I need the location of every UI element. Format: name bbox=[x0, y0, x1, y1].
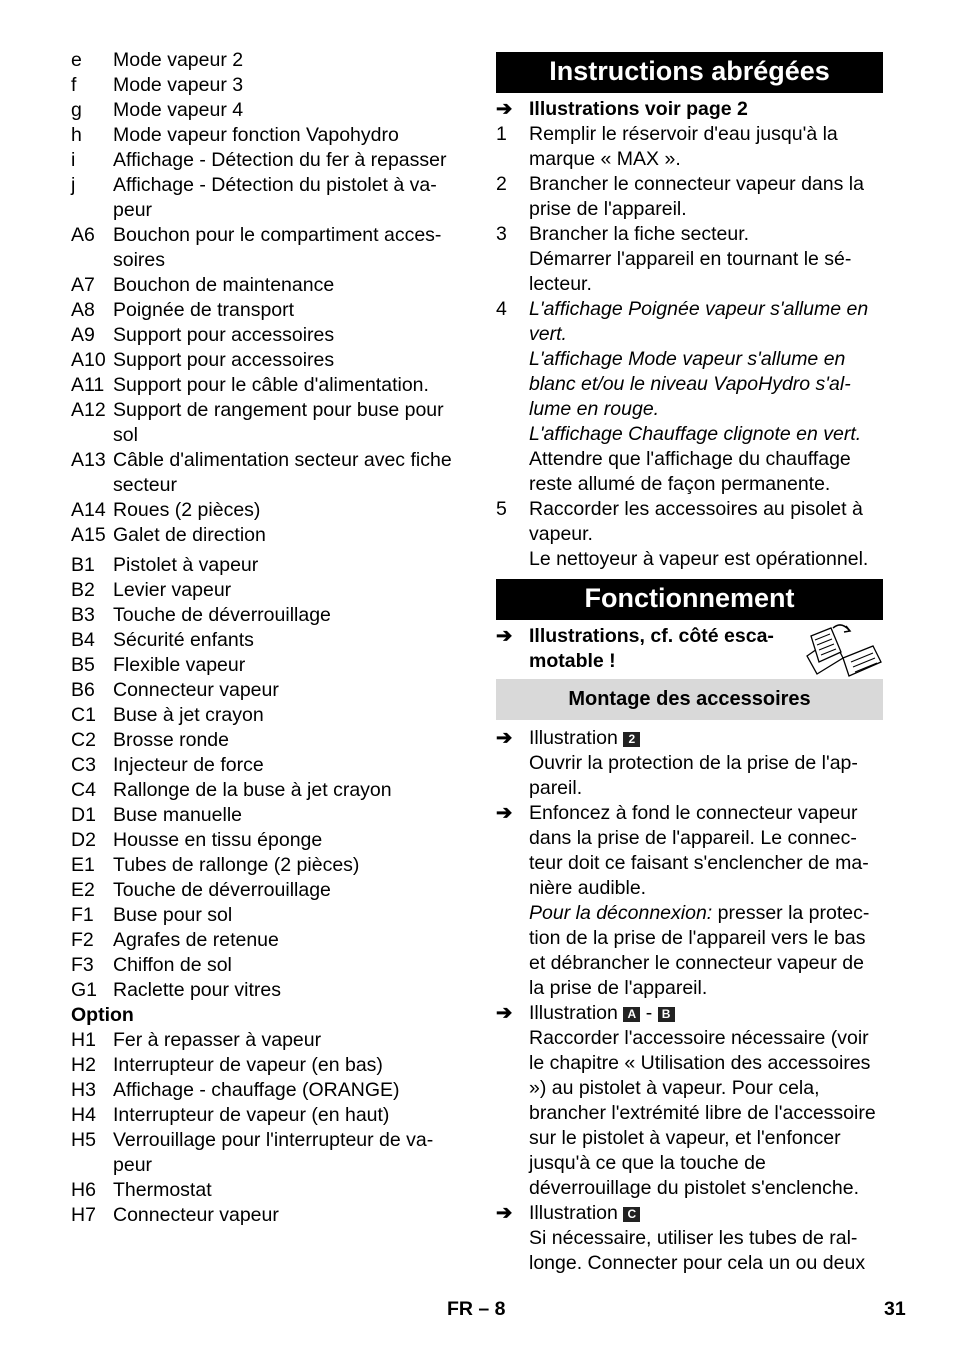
item-key: G1 bbox=[71, 979, 98, 1001]
item-key: e bbox=[71, 49, 82, 71]
instructions-column bbox=[496, 52, 883, 1276]
item-text: Housse en tissu éponge bbox=[113, 829, 323, 851]
item-text: Chiffon de sol bbox=[113, 954, 232, 976]
item-key: A12 bbox=[71, 399, 106, 421]
illustration-2-block: ➔ Illustration 2 Ouvrir la protection de la prise de l'ap-pareil. bbox=[496, 727, 858, 799]
item-key: A14 bbox=[71, 499, 106, 521]
item-key: A7 bbox=[71, 274, 95, 296]
section-title-instructions: Instructions abrégées bbox=[496, 52, 883, 93]
list-item bbox=[71, 98, 471, 123]
list-item bbox=[71, 373, 471, 398]
list-item bbox=[71, 578, 471, 603]
item-key: C1 bbox=[71, 704, 96, 726]
figure-box-2: 2 bbox=[623, 732, 640, 747]
section-title-operation: Fonctionnement bbox=[496, 579, 883, 620]
list-item bbox=[71, 73, 471, 98]
subheading-accessories: Montage des accessoires bbox=[496, 679, 883, 720]
list-item bbox=[71, 903, 471, 928]
step-1: 1 Remplir le réservoir d'eau jusqu'à la marque « MAX ». bbox=[496, 123, 838, 170]
item-text: Mode vapeur fonction Vapohydro bbox=[113, 124, 399, 146]
item-key: D1 bbox=[71, 804, 96, 826]
item-text: Affichage - Détection du fer à repasser bbox=[113, 149, 447, 171]
list-item bbox=[71, 223, 471, 273]
item-text: Mode vapeur 4 bbox=[113, 99, 244, 121]
item-key: B2 bbox=[71, 579, 95, 601]
item-text: Touche de déverrouillage bbox=[113, 879, 331, 901]
item-text: Rallonge de la buse à jet crayon bbox=[113, 779, 392, 801]
item-text: Mode vapeur 3 bbox=[113, 74, 244, 96]
item-key: A8 bbox=[71, 299, 95, 321]
item-key: H7 bbox=[71, 1204, 96, 1226]
step-5: 5 Raccorder les accessoires au pisolet à vapeur. Le nettoyeur à vapeur est opérationnel. bbox=[496, 498, 869, 570]
item-key: A15 bbox=[71, 524, 106, 546]
item-key: f bbox=[71, 74, 77, 96]
item-key: A11 bbox=[71, 374, 105, 396]
item-text: Touche de déverrouillage bbox=[113, 604, 331, 626]
foldout-reference: ➔ Illustrations, cf. côté esca-motable ! bbox=[496, 624, 883, 674]
illustration-c-block: ➔ Illustration C Si nécessaire, utiliser les tubes de ral-longe. Connecter pour cela un ou deux bbox=[496, 1202, 866, 1274]
figure-box-b: B bbox=[658, 1007, 675, 1022]
item-key: H4 bbox=[71, 1104, 96, 1126]
list-item bbox=[71, 853, 471, 878]
step-2: 2 Brancher le connecteur vapeur dans la prise de l'appareil. bbox=[496, 173, 864, 220]
item-text: Support de rangement pour buse pour sol bbox=[113, 399, 444, 446]
item-text: Support pour accessoires bbox=[113, 324, 335, 346]
item-text: Affichage - chauffage (ORANGE) bbox=[113, 1079, 400, 1101]
foldout-book-icon bbox=[803, 622, 883, 678]
item-text: Raclette pour vitres bbox=[113, 979, 281, 1001]
item-key: E1 bbox=[71, 854, 95, 876]
list-item bbox=[71, 803, 471, 828]
item-key: F2 bbox=[71, 929, 94, 951]
list-item bbox=[71, 48, 471, 73]
parts-list bbox=[71, 48, 471, 1228]
list-item bbox=[71, 553, 471, 578]
item-key: H1 bbox=[71, 1029, 96, 1051]
list-item bbox=[71, 828, 471, 853]
item-key: B3 bbox=[71, 604, 95, 626]
item-text: Support pour le câble d'alimentation. bbox=[113, 374, 429, 396]
list-item bbox=[71, 603, 471, 628]
list-item bbox=[71, 928, 471, 953]
item-key: A10 bbox=[71, 349, 106, 371]
item-text: Interrupteur de vapeur (en haut) bbox=[113, 1104, 390, 1126]
item-text: Injecteur de force bbox=[113, 754, 264, 776]
list-item bbox=[71, 1203, 471, 1228]
list-item bbox=[71, 653, 471, 678]
item-key: E2 bbox=[71, 879, 95, 901]
list-item bbox=[71, 1028, 471, 1053]
item-key: C4 bbox=[71, 779, 96, 801]
item-text: Poignée de transport bbox=[113, 299, 295, 321]
list-item bbox=[71, 978, 471, 1003]
list-item bbox=[71, 1128, 471, 1178]
item-text: Support pour accessoires bbox=[113, 349, 335, 371]
item-key: A9 bbox=[71, 324, 95, 346]
option-heading: Option bbox=[71, 1004, 134, 1026]
list-item bbox=[71, 148, 471, 173]
list-item bbox=[71, 753, 471, 778]
item-text: Fer à repasser à vapeur bbox=[113, 1029, 322, 1051]
list-item bbox=[71, 1053, 471, 1078]
item-key: F1 bbox=[71, 904, 94, 926]
item-text: Buse manuelle bbox=[113, 804, 242, 826]
list-item bbox=[71, 1078, 471, 1103]
item-key: H5 bbox=[71, 1129, 96, 1151]
step-3: 3 Brancher la fiche secteur. Démarrer l'appareil en tournant le sé-lecteur. bbox=[496, 223, 852, 295]
list-item bbox=[71, 323, 471, 348]
item-text: Verrouillage pour l'interrupteur de va-peur bbox=[113, 1129, 434, 1176]
item-text: Sécurité enfants bbox=[113, 629, 254, 651]
parts-list-main bbox=[71, 48, 471, 1003]
list-item bbox=[71, 348, 471, 373]
item-text: Bouchon pour le compartiment acces-soires bbox=[113, 224, 442, 271]
illustrations-reference: ➔ Illustrations voir page 2 bbox=[496, 98, 748, 120]
list-item bbox=[71, 298, 471, 323]
item-key: j bbox=[71, 174, 76, 196]
list-item bbox=[71, 273, 471, 298]
item-text: Flexible vapeur bbox=[113, 654, 246, 676]
arrow-icon: ➔ bbox=[496, 98, 513, 120]
list-item bbox=[71, 628, 471, 653]
list-item bbox=[71, 448, 471, 498]
item-text: Tubes de rallonge (2 pièces) bbox=[113, 854, 360, 876]
step-4: 4 L'affichage Poignée vapeur s'allume en vert. L'affichage Mode vapeur s'allume en blanc et/ou le niveau VapoHydro s'al-lume en rouge. L'affichage Chauffage clignote en vert. Attendre que l'affichage du chauffage reste allumé de façon permanente. bbox=[496, 298, 869, 495]
parts-list-option bbox=[71, 1028, 471, 1228]
item-key: D2 bbox=[71, 829, 96, 851]
item-key: H2 bbox=[71, 1054, 96, 1076]
item-key: B5 bbox=[71, 654, 95, 676]
list-item bbox=[71, 498, 471, 523]
figure-box-c: C bbox=[623, 1207, 640, 1222]
item-key: H3 bbox=[71, 1079, 96, 1101]
item-key: h bbox=[71, 124, 82, 146]
list-item bbox=[71, 728, 471, 753]
item-text: Brosse ronde bbox=[113, 729, 229, 751]
item-text: Mode vapeur 2 bbox=[113, 49, 244, 71]
item-text: Connecteur vapeur bbox=[113, 1204, 279, 1226]
illustration-a-b-block: ➔ Illustration A - B Raccorder l'accessoire nécessaire (voir le chapitre « Utilisation des accessoires ») au pistolet à vapeur. Pour cela, brancher l'extrémité libre de l'accessoire sur le pistolet à vapeur, et l'enfoncer jusqu'à ce que la touche de déverrouillage du pistolet s'enclenche. bbox=[496, 1002, 876, 1199]
list-item bbox=[71, 703, 471, 728]
item-key: B4 bbox=[71, 629, 95, 651]
list-item bbox=[71, 123, 471, 148]
item-text: Levier vapeur bbox=[113, 579, 232, 601]
item-text: Câble d'alimentation secteur avec fiche secteur bbox=[113, 449, 452, 496]
item-text: Galet de direction bbox=[113, 524, 266, 546]
item-text: Roues (2 pièces) bbox=[113, 499, 261, 521]
item-key: F3 bbox=[71, 954, 94, 976]
footer-page-number: 31 bbox=[884, 1298, 906, 1320]
item-key: B1 bbox=[71, 554, 95, 576]
list-item bbox=[71, 953, 471, 978]
item-key: C3 bbox=[71, 754, 96, 776]
item-text: Thermostat bbox=[113, 1179, 212, 1201]
connector-insert-block: ➔ Enfoncez à fond le connecteur vapeur dans la prise de l'appareil. Le connec-teur doit ce faisant s'enclencher de ma-nière audible. Pour la déconnexion: presser la protec-tion de la prise de l'appareil vers le bas et débrancher le connecteur vapeur de la prise de l'appareil. bbox=[496, 802, 870, 999]
item-text: Interrupteur de vapeur (en bas) bbox=[113, 1054, 383, 1076]
item-text: Affichage - Détection du pistolet à va-peur bbox=[113, 174, 437, 221]
footer-language-page: FR – 8 bbox=[447, 1298, 506, 1320]
item-key: C2 bbox=[71, 729, 96, 751]
figure-box-a: A bbox=[623, 1007, 640, 1022]
item-text: Buse à jet crayon bbox=[113, 704, 264, 726]
item-key: i bbox=[71, 149, 76, 171]
item-text: Bouchon de maintenance bbox=[113, 274, 335, 296]
list-item bbox=[71, 173, 471, 223]
item-text: Buse pour sol bbox=[113, 904, 233, 926]
list-item bbox=[71, 523, 471, 548]
list-item bbox=[71, 1178, 471, 1203]
item-key: H6 bbox=[71, 1179, 96, 1201]
item-key: A13 bbox=[71, 449, 106, 471]
list-item bbox=[71, 398, 471, 448]
list-item bbox=[71, 778, 471, 803]
item-text: Pistolet à vapeur bbox=[113, 554, 259, 576]
list-item bbox=[71, 878, 471, 903]
item-key: g bbox=[71, 99, 82, 121]
item-key: B6 bbox=[71, 679, 95, 701]
item-text: Agrafes de retenue bbox=[113, 929, 279, 951]
list-item bbox=[71, 678, 471, 703]
item-text: Connecteur vapeur bbox=[113, 679, 279, 701]
list-item bbox=[71, 1103, 471, 1128]
item-key: A6 bbox=[71, 224, 95, 246]
